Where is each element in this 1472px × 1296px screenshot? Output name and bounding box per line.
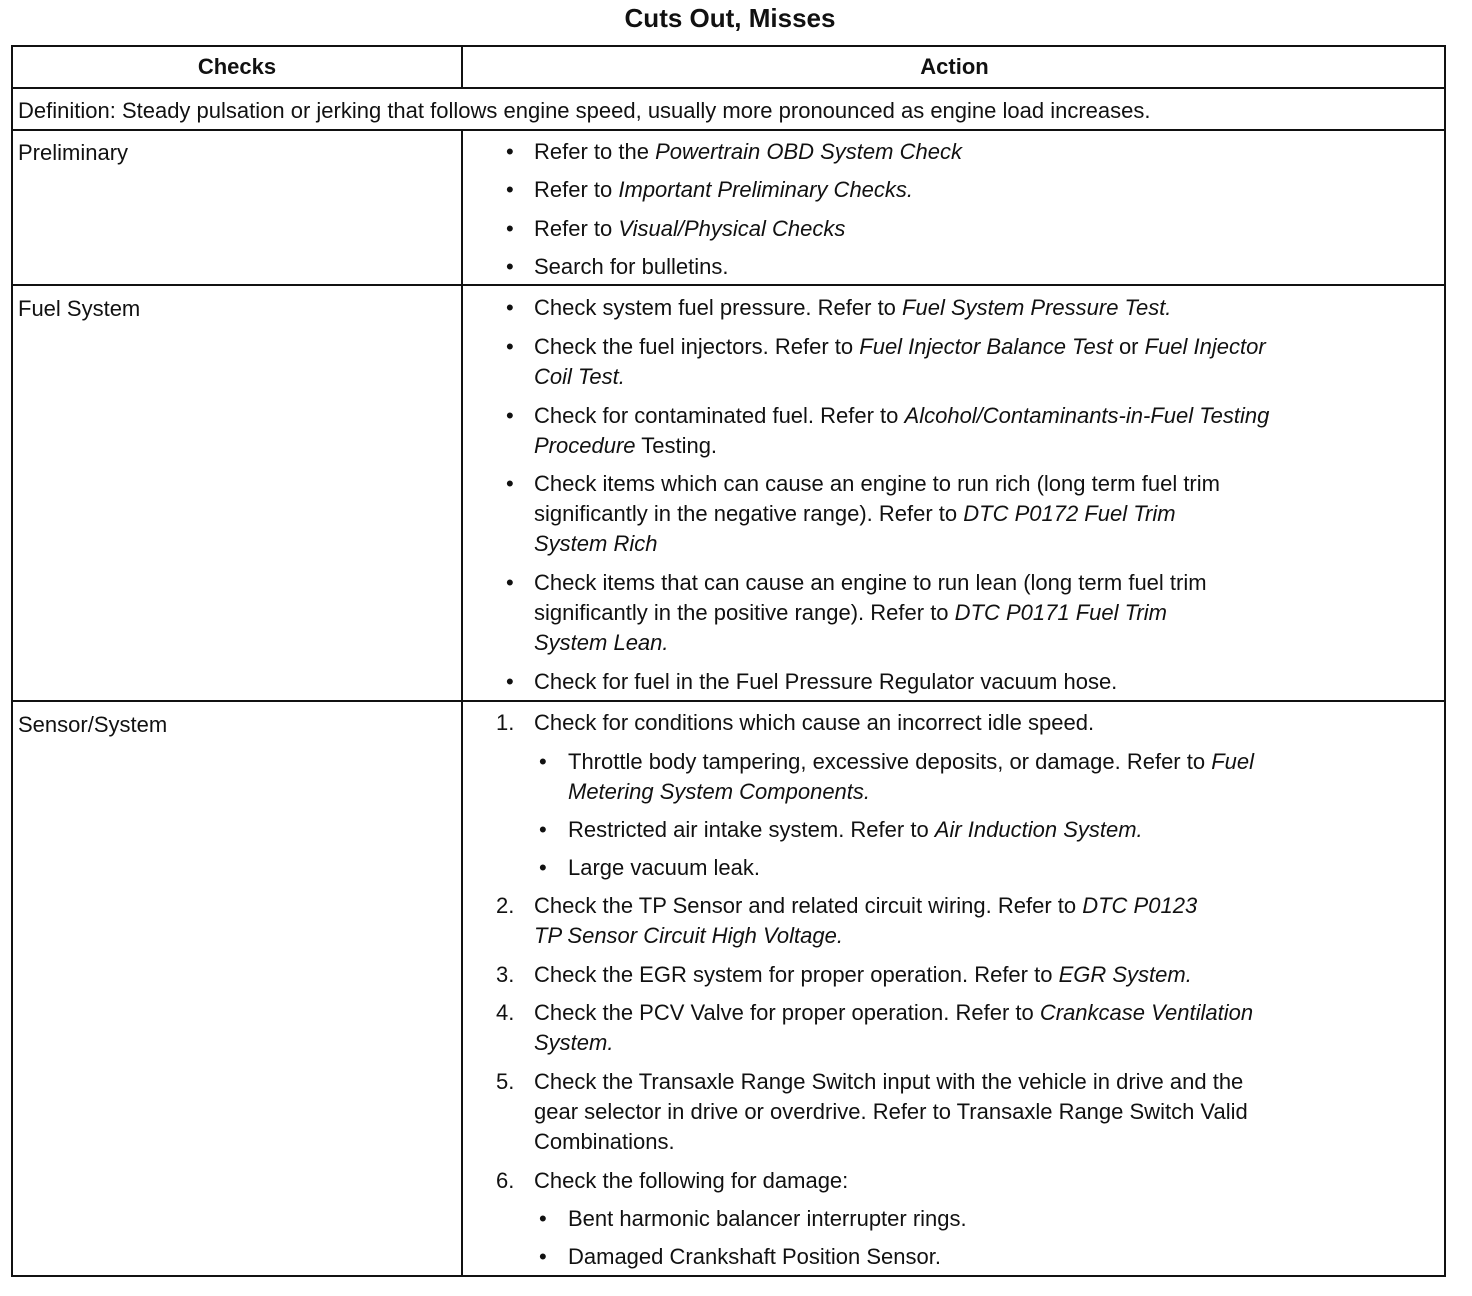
- row-label-fuel-system: Fuel System: [18, 296, 141, 321]
- list-item: [534, 667, 1117, 697]
- item-text: Search for bulletins.: [534, 254, 729, 279]
- reference-text: Coil Test.: [534, 364, 625, 389]
- bullet-mark: •: [506, 254, 514, 279]
- list-item: [534, 214, 845, 244]
- sub-item: [568, 1204, 967, 1234]
- checks-table: [11, 45, 1446, 1277]
- sub-item: [568, 747, 1254, 777]
- item-text: Refer to: [534, 177, 619, 202]
- item-text: gear selector in drive or overdrive. Refer to Transaxle Range Switch Valid: [534, 1099, 1248, 1124]
- item-text: Throttle body tampering, excessive deposits, or damage. Refer to: [568, 749, 1212, 774]
- reference-text: System Rich: [534, 531, 658, 556]
- reference-text: DTC P0172 Fuel Trim: [963, 501, 1176, 526]
- item-text: Check the EGR system for proper operation. Refer to: [534, 962, 1059, 987]
- item-text: Check the Transaxle Range Switch input with the vehicle in drive and the: [534, 1069, 1244, 1094]
- step-item: [534, 998, 1253, 1028]
- row-rule: [13, 284, 1444, 286]
- step-number: 3.: [496, 962, 515, 987]
- header-rule: [13, 87, 1444, 89]
- step-item: [534, 891, 1197, 921]
- list-item-continued: [534, 598, 1167, 628]
- list-item: [534, 252, 728, 282]
- row-label-sensor-system: Sensor/System: [18, 712, 168, 737]
- step-item-continued: [534, 1097, 1248, 1127]
- item-text: Damaged Crankshaft Position Sensor.: [568, 1244, 941, 1269]
- item-text: Check for conditions which cause an incorrect idle speed.: [534, 710, 1095, 735]
- item-text: Check the following for damage:: [534, 1168, 849, 1193]
- reference-text: Procedure: [534, 433, 636, 458]
- list-item-continued: [534, 529, 657, 559]
- bullet-mark: •: [539, 817, 547, 842]
- row-label-preliminary: Preliminary: [18, 140, 129, 165]
- header-checks: Checks: [197, 54, 277, 79]
- step-item: [534, 1166, 848, 1196]
- reference-text: Alcohol/Contaminants-in-Fuel Testing: [904, 403, 1270, 428]
- item-text: Check items that can cause an engine to run lean (long term fuel trim: [534, 570, 1207, 595]
- reference-text: Important Preliminary Checks.: [618, 177, 914, 202]
- reference-text: DTC P0171 Fuel Trim: [954, 600, 1167, 625]
- item-text: significantly in the positive range). Refer to: [534, 600, 955, 625]
- list-item: [534, 401, 1269, 431]
- reference-text: EGR System.: [1058, 962, 1192, 987]
- reference-text: Visual/Physical Checks: [618, 216, 846, 241]
- item-text: Check for fuel in the Fuel Pressure Regulator vacuum hose.: [534, 669, 1118, 694]
- item-text: Check for contaminated fuel. Refer to: [534, 403, 905, 428]
- reference-text: System.: [534, 1030, 614, 1055]
- item-text: Restricted air intake system. Refer to: [568, 817, 935, 842]
- reference-text: Air Induction System.: [934, 817, 1143, 842]
- sub-item: [568, 815, 1143, 845]
- reference-text: TP Sensor Circuit High Voltage.: [534, 923, 843, 948]
- item-text: Check system fuel pressure. Refer to: [534, 295, 903, 320]
- reference-text: DTC P0123: [1082, 893, 1198, 918]
- list-item: [534, 175, 913, 205]
- list-item: [534, 293, 1171, 323]
- list-item-continued: [534, 628, 669, 658]
- item-text: or: [1112, 334, 1145, 359]
- bullet-mark: •: [506, 216, 514, 241]
- definition-rule: [13, 129, 1444, 131]
- item-text: Check items which can cause an engine to run rich (long term fuel trim: [534, 471, 1220, 496]
- sub-item: [568, 853, 760, 883]
- item-text: Refer to the: [534, 139, 656, 164]
- bullet-mark: •: [506, 334, 514, 359]
- item-text: Large vacuum leak.: [568, 855, 760, 880]
- bullet-mark: •: [506, 669, 514, 694]
- step-number: 1.: [496, 710, 515, 735]
- bullet-mark: •: [506, 177, 514, 202]
- row-rule: [13, 700, 1444, 702]
- bullet-mark: •: [539, 1244, 547, 1269]
- reference-text: Fuel Injector Balance Test: [859, 334, 1113, 359]
- step-number: 5.: [496, 1069, 515, 1094]
- step-item: [534, 1067, 1243, 1097]
- step-number: 2.: [496, 893, 515, 918]
- item-text: Check the PCV Valve for proper operation. Refer to: [534, 1000, 1040, 1025]
- step-item: [534, 960, 1192, 990]
- sub-item-continued: [568, 777, 870, 807]
- page-title: Cuts Out, Misses: [624, 3, 836, 33]
- bullet-mark: •: [539, 1206, 547, 1231]
- step-number: 6.: [496, 1168, 515, 1193]
- step-item-continued: [534, 921, 843, 951]
- step-item-continued: [534, 1127, 675, 1157]
- item-text: Check the TP Sensor and related circuit wiring. Refer to: [534, 893, 1083, 918]
- reference-text: Fuel Injector: [1144, 334, 1266, 359]
- item-text: Refer to: [534, 216, 619, 241]
- reference-text: System Lean.: [534, 630, 669, 655]
- reference-text: Powertrain OBD System Check: [655, 139, 962, 164]
- list-item-continued: [534, 499, 1176, 529]
- list-item: [534, 137, 962, 167]
- reference-text: Crankcase Ventilation: [1039, 1000, 1254, 1025]
- bullet-mark: •: [539, 749, 547, 774]
- item-text: Combinations.: [534, 1129, 675, 1154]
- sub-item: [568, 1242, 941, 1272]
- bullet-mark: •: [506, 403, 514, 428]
- item-text: significantly in the negative range). Refer to: [534, 501, 964, 526]
- step-item: [534, 708, 1094, 738]
- bullet-mark: •: [506, 139, 514, 164]
- column-divider: [461, 131, 463, 1277]
- item-text: Testing.: [635, 433, 718, 458]
- bullet-mark: •: [506, 570, 514, 595]
- list-item-continued: [534, 362, 625, 392]
- item-text: Bent harmonic balancer interrupter rings.: [568, 1206, 967, 1231]
- list-item: [534, 332, 1266, 362]
- list-item: [534, 469, 1220, 499]
- definition-text: Definition: Steady pulsation or jerking that follows engine speed, usually more pronounced as engine load increases.: [18, 98, 1151, 123]
- step-item-continued: [534, 1028, 613, 1058]
- bullet-mark: •: [506, 471, 514, 496]
- header-divider: [461, 47, 463, 87]
- step-number: 4.: [496, 1000, 515, 1025]
- reference-text: Metering System Components.: [568, 779, 871, 804]
- bullet-mark: •: [539, 855, 547, 880]
- bullet-mark: •: [506, 295, 514, 320]
- reference-text: Fuel: [1211, 749, 1255, 774]
- list-item-continued: [534, 431, 717, 461]
- header-action: Action: [920, 54, 989, 79]
- item-text: Check the fuel injectors. Refer to: [534, 334, 860, 359]
- reference-text: Fuel System Pressure Test.: [902, 295, 1172, 320]
- list-item: [534, 568, 1207, 598]
